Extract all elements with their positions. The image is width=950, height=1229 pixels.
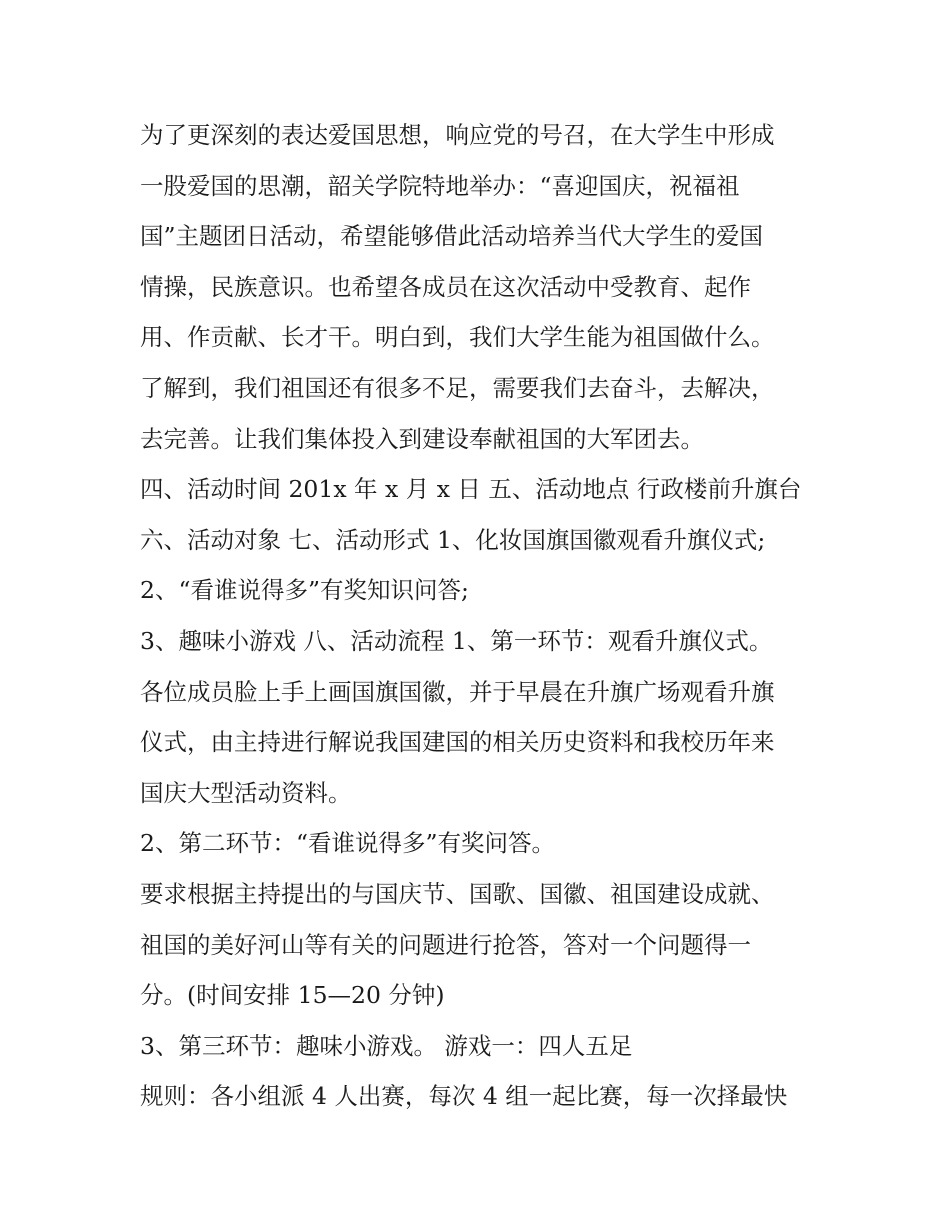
- text-line: 情操，民族意识。也希望各成员在这次活动中受教育、起作: [140, 272, 751, 301]
- text-line: 一股爱国的思潮，韶关学院特地举办：“喜迎国庆，祝福祖: [140, 171, 740, 200]
- text-line: 3、趣味小游戏 八、活动流程 1、第一环节：观看升旗仪式。: [140, 626, 773, 655]
- text-line: 四、活动时间 201x 年 x 月 x 日 五、活动地点 行政楼前升旗台: [140, 475, 802, 504]
- text-line: 2、第二环节：“看谁说得多”有奖问答。: [140, 829, 555, 858]
- text-line: 国庆大型活动资料。: [140, 778, 352, 807]
- text-line: 用、作贡献、长才干。明白到，我们大学生能为祖国做什么。: [140, 323, 775, 352]
- text-line: 分。(时间安排 15—20 分钟): [140, 981, 445, 1010]
- text-line: 要求根据主持提出的与国庆节、国歌、国徽、祖国建设成就、: [140, 879, 775, 908]
- text-line: 六、活动对象 七、活动形式 1、化妆国旗国徽观看升旗仪式;: [140, 525, 766, 554]
- text-line: 国”主题团日活动，希望能够借此活动培养当代大学生的爱国: [140, 222, 764, 251]
- text-line: 仪式，由主持进行解说我国建国的相关历史资料和我校历年来: [140, 728, 775, 757]
- text-line: 去完善。让我们集体投入到建设奉献祖国的大军团去。: [140, 424, 704, 453]
- text-line: 了解到，我们祖国还有很多不足，需要我们去奋斗，去解决，: [140, 373, 775, 402]
- text-line: 为了更深刻的表达爱国思想，响应党的号召，在大学生中形成: [140, 121, 775, 149]
- text-line: 3、第三环节：趣味小游戏。 游戏一：四人五足: [140, 1031, 633, 1060]
- text-line: 各位成员脸上手上画国旗国徽，并于早晨在升旗广场观看升旗: [140, 677, 775, 706]
- text-line: 祖国的美好河山等有关的问题进行抢答，答对一个问题得一: [140, 930, 751, 959]
- text-line: 2、“看谁说得多”有奖知识问答;: [140, 576, 469, 605]
- document-body: [140, 110, 820, 1122]
- text-line: 规则：各小组派 4 人出赛，每次 4 组一起比赛，每一次择最快: [140, 1082, 788, 1111]
